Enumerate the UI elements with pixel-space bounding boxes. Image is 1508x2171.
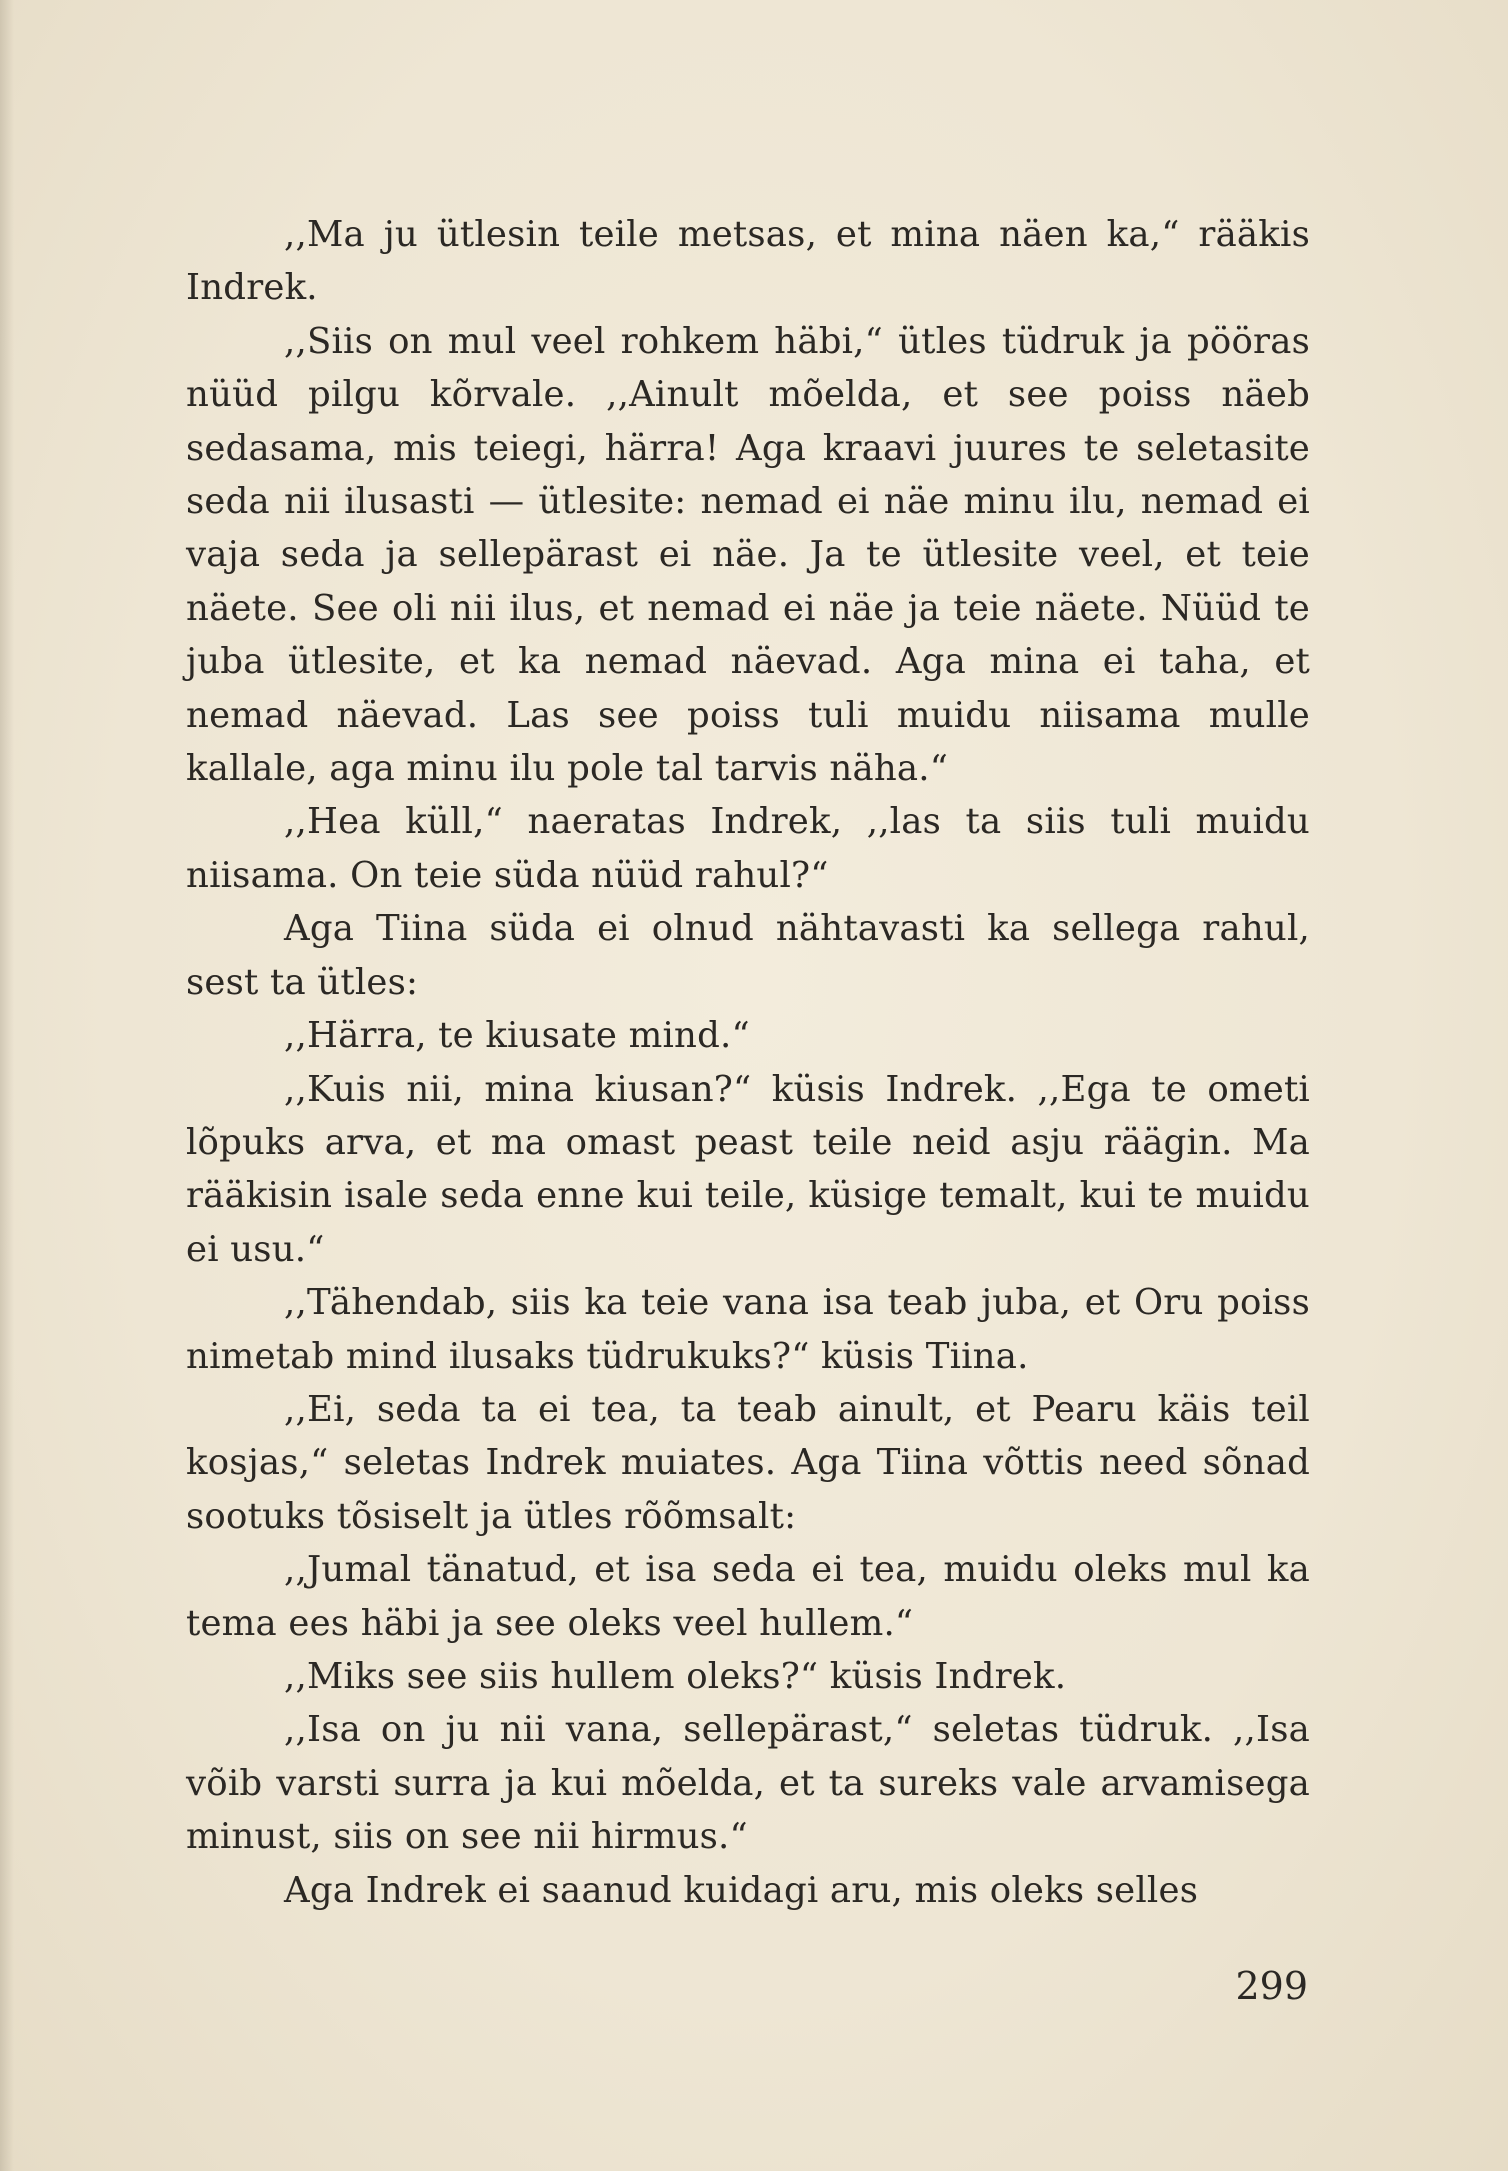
page-gutter-shadow xyxy=(0,0,14,2171)
paragraph: ,,Hea küll,“ naeratas Indrek, ,,las ta siis tuli muidu niisama. On teie süda nüüd rahul?“ xyxy=(186,801,1310,896)
paragraph: Aga Indrek ei saanud kuidagi aru, mis oleks selles xyxy=(284,1869,1199,1911)
paragraph: ,,Tähendab, siis ka teie vana isa teab juba, et Oru poiss nimetab mind ilusaks tüdrukuks?“ küsis Tiina. xyxy=(186,1282,1310,1377)
paragraph: ,,Ei, seda ta ei tea, ta teab ainult, et Pearu käis teil kosjas,“ seletas Indrek muiates. Aga Tiina võttis need sõnad sootuks tõsiselt ja ütles rõõmsalt: xyxy=(186,1388,1310,1537)
paragraph: ,,Siis on mul veel rohkem häbi,“ ütles tüdruk ja pööras nüüd pilgu kõrvale. ,,Ainult mõelda, et see poiss näeb sedasama, mis teiegi, härra! Aga kraavi juures te seletasite seda nii ilusasti — ütlesite: nemad ei näe minu ilu, nemad ei vaja seda ja sellepärast ei näe. Ja te ütlesite veel, et teie näete. See oli nii ilus, et nemad ei näe ja teie näete. Nüüd te juba ütlesite, et ka nemad näevad. Aga mina ei taha, et nemad näevad. Las see poiss tuli muidu niisama mulle kallale, aga minu ilu pole tal tarvis näha.“ xyxy=(186,320,1310,790)
paragraph: ,,Miks see siis hullem oleks?“ küsis Indrek. xyxy=(284,1655,1067,1697)
body-text xyxy=(186,208,1310,1917)
paragraph: ,,Kuis nii, mina kiusan?“ küsis Indrek. ,,Ega te ometi lõpuks arva, et ma omast peast teile neid asju räägin. Ma rääkisin isale seda enne kui teile, küsige temalt, kui te muidu ei usu.“ xyxy=(186,1068,1310,1270)
paragraph: Aga Tiina süda ei olnud nähtavasti ka sellega rahul, sest ta ütles: xyxy=(186,908,1310,1003)
paragraph: ,,Jumal tänatud, et isa seda ei tea, muidu oleks mul ka tema ees häbi ja see oleks veel hullem.“ xyxy=(186,1549,1310,1644)
paragraph: ,,Isa on ju nii vana, sellepärast,“ seletas tüdruk. ,,Isa võib varsti surra ja kui mõelda, et ta sureks vale arvamisega minust, siis on see nii hirmus.“ xyxy=(186,1709,1310,1858)
page-number: 299 xyxy=(1235,1964,1308,2008)
paragraph: ,,Ma ju ütlesin teile metsas, et mina näen ka,“ rääkis Indrek. xyxy=(186,214,1310,309)
paragraph: ,,Härra, te kiusate mind.“ xyxy=(284,1015,750,1057)
